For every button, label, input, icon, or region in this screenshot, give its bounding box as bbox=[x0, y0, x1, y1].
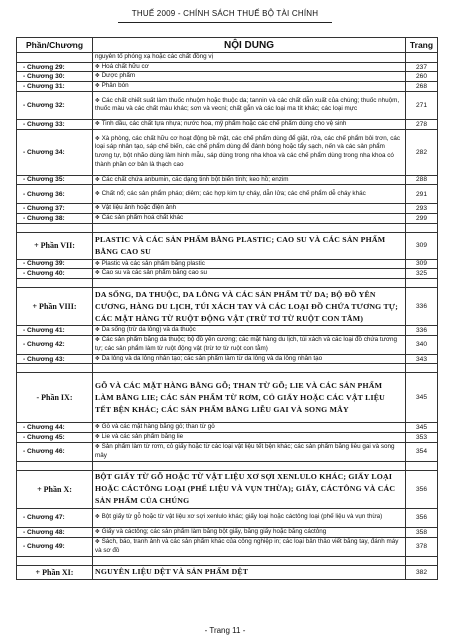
column-header-part: Phần/Chương bbox=[17, 38, 93, 53]
header-underline bbox=[118, 22, 332, 23]
chapter-label: - Chương 42: bbox=[17, 335, 93, 354]
page-number: 282 bbox=[406, 129, 438, 175]
chapter-row bbox=[17, 119, 438, 129]
page-number: 382 bbox=[406, 565, 438, 579]
chapter-label: - Chương 45: bbox=[17, 433, 93, 443]
chapter-label bbox=[17, 223, 93, 232]
page-number: 378 bbox=[406, 537, 438, 556]
row-text: Sản phẩm làm từ rơm, cỏ giấy hoặc từ các loại vật liệu tết bện khác; các sản phẩm bằng liễu gai và song mây bbox=[95, 443, 395, 459]
chapter-description bbox=[93, 423, 406, 433]
part-label: + Phần VIII: bbox=[17, 288, 93, 326]
chapter-label: - Chương 39: bbox=[17, 259, 93, 269]
part-title bbox=[93, 288, 406, 326]
row-text: Các chất chiết suất làm thuốc nhuộm hoặc thuộc da; tannin và các chất dẫn xuất của chúng; thuốc nhuộm, thuốc màu và các chất màu khác; sơn và vecni; chất gắn và các loại ma tít khác; các loại mực bbox=[95, 96, 400, 113]
page-number bbox=[406, 53, 438, 63]
page-number: 309 bbox=[406, 259, 438, 269]
column-header-page: Trang bbox=[406, 38, 438, 53]
bullet-icon: ✥ bbox=[95, 514, 100, 521]
chapter-description bbox=[93, 433, 406, 443]
column-header-content: NỘI DUNG bbox=[93, 38, 406, 53]
chapter-description bbox=[93, 326, 406, 336]
row-text: Xà phòng, các chất hữu cơ hoạt động bề mặt, các chế phẩm dùng để giặt, rửa, các chế phẩm bôi trơn, các loại sáp nhân tạo, sáp chế biến, các chế phẩm dùng để đánh bóng hoặc tẩy sạch, nến và các sản phẩm tương tự, bột nhão dùng làm hình mẫu, sáp dùng trong nha khoa và các chế phẩm dùng trong nha khoa có thành phần cơ bản là thạch cao bbox=[95, 134, 401, 168]
page-number: 260 bbox=[406, 72, 438, 82]
bullet-icon: ✥ bbox=[95, 528, 100, 535]
row-text: Gỗ và các mặt hàng bằng gỗ; than từ gỗ bbox=[101, 423, 215, 431]
chapter-label: - Chương 44: bbox=[17, 423, 93, 433]
row-text: Các sản phẩm bằng da thuộc; bộ đồ yên cương; các mặt hàng du lịch, túi xách và các loại đồ chứa tương tự; các sản phẩm làm từ ruột động vật (trừ tơ từ ruột con tằm) bbox=[95, 336, 397, 352]
row-text: Cao su và các sản phẩm bằng cao su bbox=[101, 269, 207, 277]
chapter-label: - Chương 43: bbox=[17, 354, 93, 364]
bullet-icon: ✥ bbox=[95, 434, 100, 441]
chapter-description bbox=[93, 213, 406, 223]
part-row bbox=[17, 373, 438, 423]
chapter-description bbox=[93, 204, 406, 214]
chapter-description bbox=[93, 527, 406, 537]
contents-table bbox=[16, 37, 438, 580]
bullet-icon: ✥ bbox=[95, 63, 100, 70]
bullet-icon: ✥ bbox=[95, 97, 100, 104]
chapter-label: - Chương 38: bbox=[17, 213, 93, 223]
chapter-label: - Chương 47: bbox=[17, 508, 93, 527]
chapter-description bbox=[93, 259, 406, 269]
chapter-row bbox=[17, 423, 438, 433]
page-number: 336 bbox=[406, 288, 438, 326]
row-text: Các chất chứa anbumin, các dạng tinh bột biến tính; keo hồ; enzim bbox=[101, 175, 289, 183]
chapter-description bbox=[93, 279, 406, 288]
row-text: Lie và các sản phẩm bằng lie bbox=[101, 433, 184, 441]
chapter-row bbox=[17, 204, 438, 214]
chapter-label: - Chương 46: bbox=[17, 442, 93, 461]
chapter-label: - Chương 37: bbox=[17, 204, 93, 214]
row-text: PLASTIC VÀ CÁC SẢN PHẨM BẰNG PLASTIC; CAO SU VÀ CÁC SẢN PHẨM BẰNG CAO SU bbox=[95, 234, 386, 256]
chapter-row bbox=[17, 279, 438, 288]
chapter-row bbox=[17, 53, 438, 63]
chapter-label: - Chương 40: bbox=[17, 269, 93, 279]
chapter-description bbox=[93, 91, 406, 119]
chapter-label bbox=[17, 461, 93, 470]
page-number: 358 bbox=[406, 527, 438, 537]
row-text: NGUYÊN LIỆU DỆT VÀ SẢN PHẨM DỆT bbox=[95, 567, 249, 577]
bullet-icon: ✥ bbox=[95, 355, 100, 362]
row-text: Hoá chất hữu cơ bbox=[101, 62, 149, 70]
table-body bbox=[17, 53, 438, 580]
chapter-row bbox=[17, 82, 438, 92]
row-text: Dược phẩm bbox=[101, 72, 136, 80]
chapter-row bbox=[17, 527, 438, 537]
chapter-label: - Chương 49: bbox=[17, 537, 93, 556]
chapter-description bbox=[93, 62, 406, 72]
chapter-label: - Chương 30: bbox=[17, 72, 93, 82]
page-number: 356 bbox=[406, 470, 438, 508]
part-title bbox=[93, 232, 406, 259]
row-text: Vật liệu ảnh hoặc điện ảnh bbox=[101, 204, 177, 212]
bullet-icon: ✥ bbox=[95, 176, 100, 183]
chapter-row bbox=[17, 326, 438, 336]
chapter-row bbox=[17, 364, 438, 373]
chapter-row bbox=[17, 223, 438, 232]
page-header: THUẾ 2009 - CHÍNH SÁCH THUẾ BỘ TÀI CHÍNH bbox=[131, 9, 319, 18]
chapter-row bbox=[17, 175, 438, 185]
row-text: Chất nổ; các sản phẩm pháo; diêm; các hợp kim tự cháy, dẫn lửa; các chế phẩm dễ cháy khác bbox=[101, 189, 366, 197]
chapter-description bbox=[93, 442, 406, 461]
page-number: 288 bbox=[406, 175, 438, 185]
chapter-label: - Chương 35: bbox=[17, 175, 93, 185]
part-label: + Phần X: bbox=[17, 470, 93, 508]
row-text: nguyên tố phóng xạ hoặc các chất đồng vị bbox=[95, 53, 213, 60]
row-text: BỘT GIẤY TỪ GỖ HOẶC TỪ VẬT LIỆU XƠ SỢI XENLULO KHÁC; GIẤY LOẠI HOẶC CÁCTÔNG LOẠI (PHẾ LIỆU VÀ VỤN THỪA); GIẤY, CÁCTÔNG VÀ CÁC SẢN PHẨM CỦA CHÚNG bbox=[95, 472, 396, 506]
table-header-row bbox=[17, 38, 438, 53]
chapter-label: - Chương 36: bbox=[17, 185, 93, 204]
chapter-label bbox=[17, 53, 93, 63]
chapter-description bbox=[93, 508, 406, 527]
row-text: Da sống (trừ da lông) và da thuộc bbox=[101, 326, 196, 334]
page-number bbox=[406, 461, 438, 470]
chapter-row bbox=[17, 72, 438, 82]
chapter-description bbox=[93, 461, 406, 470]
chapter-description bbox=[93, 129, 406, 175]
bullet-icon: ✥ bbox=[95, 337, 100, 344]
page-number: 271 bbox=[406, 91, 438, 119]
chapter-description bbox=[93, 354, 406, 364]
chapter-label: - Chương 41: bbox=[17, 326, 93, 336]
page-number: 278 bbox=[406, 119, 438, 129]
chapter-label: - Chương 31: bbox=[17, 82, 93, 92]
chapter-label: - Chương 29: bbox=[17, 62, 93, 72]
chapter-row bbox=[17, 461, 438, 470]
page-number: 340 bbox=[406, 335, 438, 354]
row-text: Các sản phẩm hoá chất khác bbox=[101, 213, 184, 221]
chapter-row bbox=[17, 269, 438, 279]
page-number: 354 bbox=[406, 442, 438, 461]
bullet-icon: ✥ bbox=[95, 270, 100, 277]
row-text: Phân bón bbox=[101, 82, 129, 90]
chapter-label bbox=[17, 279, 93, 288]
row-text: Tinh dầu, các chất tựa nhựa; nước hoa, mỹ phẩm hoặc các chế phẩm dùng cho vệ sinh bbox=[101, 119, 347, 127]
bullet-icon: ✥ bbox=[95, 424, 100, 431]
row-text: Giấy và cáctông; các sản phẩm làm bằng bột giấy, bằng giấy hoặc bằng cáctông bbox=[101, 527, 327, 535]
page-number bbox=[406, 556, 438, 565]
page-number: 291 bbox=[406, 185, 438, 204]
bullet-icon: ✥ bbox=[95, 327, 100, 334]
row-text: Bột giấy từ gỗ hoặc từ vật liệu xơ sợi xenlulo khác; giấy loại hoặc cáctông loại (phế liệu và vụn thừa) bbox=[101, 513, 383, 521]
page-number: 268 bbox=[406, 82, 438, 92]
chapter-row bbox=[17, 213, 438, 223]
chapter-row bbox=[17, 556, 438, 565]
chapter-description bbox=[93, 364, 406, 373]
part-title bbox=[93, 373, 406, 423]
page-number: 353 bbox=[406, 433, 438, 443]
chapter-label bbox=[17, 364, 93, 373]
chapter-row bbox=[17, 259, 438, 269]
chapter-description bbox=[93, 82, 406, 92]
bullet-icon: ✥ bbox=[95, 444, 100, 451]
bullet-icon: ✥ bbox=[95, 120, 100, 127]
chapter-description bbox=[93, 556, 406, 565]
page-number: 293 bbox=[406, 204, 438, 214]
chapter-label: - Chương 32: bbox=[17, 91, 93, 119]
page-number bbox=[406, 279, 438, 288]
page-number: 345 bbox=[406, 423, 438, 433]
chapter-label: - Chương 33: bbox=[17, 119, 93, 129]
part-label: + Phần XI: bbox=[17, 565, 93, 579]
page-number: 237 bbox=[406, 62, 438, 72]
bullet-icon: ✥ bbox=[95, 260, 100, 267]
row-text: GỖ VÀ CÁC MẶT HÀNG BẰNG GỖ; THAN TỪ GỖ; LIE VÀ CÁC SẢN PHẨM LÀM BẰNG LIE; CÁC SẢN PHẨM TỪ RƠM, CỎ GIẤY HOẶC CÁC VẬT LIỆU TẾT BỆN KHÁC; CÁC SẢN PHẨM BẰNG LIỄU GAI VÀ SONG MÂY bbox=[95, 380, 385, 414]
chapter-row bbox=[17, 185, 438, 204]
chapter-row bbox=[17, 537, 438, 556]
page-number: 336 bbox=[406, 326, 438, 336]
chapter-row bbox=[17, 433, 438, 443]
part-row bbox=[17, 470, 438, 508]
page-number: 299 bbox=[406, 213, 438, 223]
bullet-icon: ✥ bbox=[95, 135, 100, 142]
bullet-icon: ✥ bbox=[95, 83, 100, 90]
chapter-description bbox=[93, 223, 406, 232]
row-text: Sách, báo, tranh ảnh và các sản phẩm khác của công nghiệp in; các loại bản thảo viết bằng tay, đánh máy và sơ đồ bbox=[95, 537, 399, 554]
chapter-row bbox=[17, 508, 438, 527]
bullet-icon: ✥ bbox=[95, 538, 100, 545]
row-text: DA SỐNG, DA THUỘC, DA LÔNG VÀ CÁC SẢN PHẨM TỪ DA; BỘ ĐỒ YÊN CƯƠNG, HÀNG DU LỊCH, TÚI XÁCH TAY VÀ CÁC LOẠI ĐỒ CHỨA TƯƠNG TỰ; CÁC MẶT HÀNG TỪ RUỘT ĐỘNG VẬT (TRỪ TƠ TỪ RUỘT CON TẰM) bbox=[95, 289, 399, 323]
chapter-row bbox=[17, 91, 438, 119]
bullet-icon: ✥ bbox=[95, 73, 100, 80]
page-number: 325 bbox=[406, 269, 438, 279]
bullet-icon: ✥ bbox=[95, 190, 100, 197]
chapter-label bbox=[17, 556, 93, 565]
chapter-label: - Chương 34: bbox=[17, 129, 93, 175]
page-number bbox=[406, 223, 438, 232]
part-row bbox=[17, 288, 438, 326]
chapter-description bbox=[93, 72, 406, 82]
chapter-description bbox=[93, 119, 406, 129]
bullet-icon: ✥ bbox=[95, 214, 100, 221]
part-row bbox=[17, 565, 438, 579]
chapter-description bbox=[93, 185, 406, 204]
chapter-row bbox=[17, 62, 438, 72]
part-label: - Phần IX: bbox=[17, 373, 93, 423]
part-title bbox=[93, 565, 406, 579]
page-number: 343 bbox=[406, 354, 438, 364]
page-footer: - Trang 11 - bbox=[204, 626, 246, 635]
part-label: + Phần VII: bbox=[17, 232, 93, 259]
page-number: 309 bbox=[406, 232, 438, 259]
chapter-row bbox=[17, 442, 438, 461]
chapter-description bbox=[93, 537, 406, 556]
chapter-description bbox=[93, 53, 406, 63]
chapter-row bbox=[17, 354, 438, 364]
chapter-row bbox=[17, 129, 438, 175]
row-text: Plastic và các sản phẩm bằng plastic bbox=[101, 259, 205, 267]
page-number: 356 bbox=[406, 508, 438, 527]
part-title bbox=[93, 470, 406, 508]
chapter-label: - Chương 48: bbox=[17, 527, 93, 537]
row-text: Da lông và da lông nhân tạo; các sản phẩm làm từ da lông và da lông nhân tạo bbox=[101, 354, 323, 362]
page-number bbox=[406, 364, 438, 373]
bullet-icon: ✥ bbox=[95, 205, 100, 212]
part-row bbox=[17, 232, 438, 259]
chapter-description bbox=[93, 269, 406, 279]
chapter-row bbox=[17, 335, 438, 354]
page-number: 345 bbox=[406, 373, 438, 423]
chapter-description bbox=[93, 175, 406, 185]
chapter-description bbox=[93, 335, 406, 354]
